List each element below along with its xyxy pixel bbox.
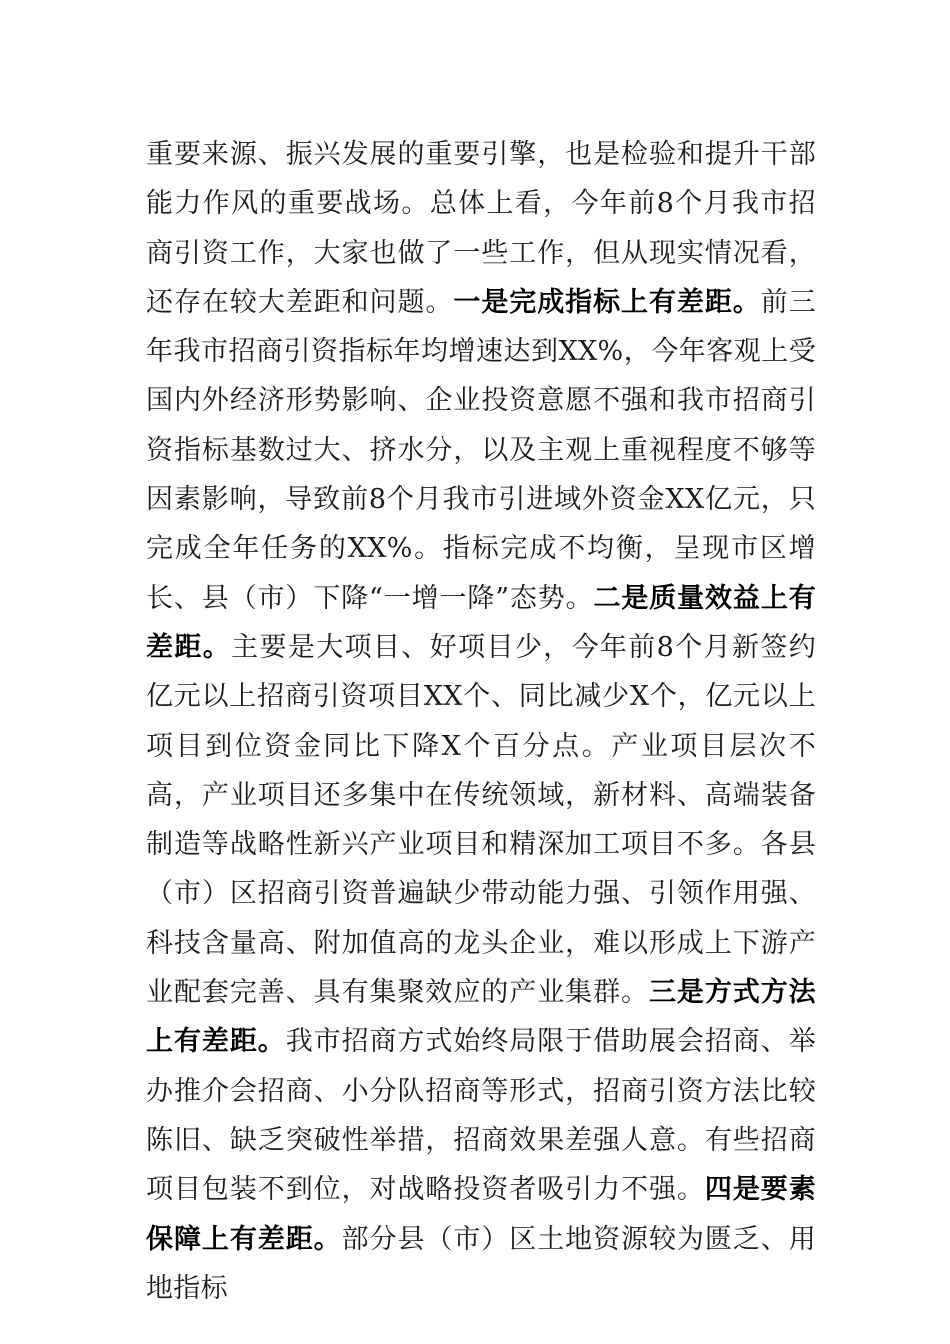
body-paragraph (146, 130, 816, 1313)
point-one-heading: 一是完成指标上有差距。 (453, 286, 761, 318)
point-three-heading: 三是方式方法上有差距。 (146, 977, 816, 1058)
point-two-heading: 二是质量效益上有差距。 (146, 582, 816, 663)
paragraph-text: 我市招商方式始终局限于借助展会招商、举办推介会招商、小分队招商等形式，招商引资方法比较陈旧、缺乏突破性举措，招商效果差强人意。有些招商项目包装不到位，对战略投资者吸引力不强。 (146, 1026, 816, 1206)
paragraph-text: 重要来源、振兴发展的重要引擎，也是检验和提升干部能力作风的重要战场。总体上看，今年前8个月我市招商引资工作，大家也做了一些工作，但从现实情况看，还存在较大差距和问题。 (146, 139, 816, 318)
paragraph-text: 主要是大项目、好项目少，今年前8个月新签约亿元以上招商引资项目XX个、同比减少X个，亿元以上项目到位资金同比下降X个百分点。产业项目层次不高，产业项目还多集中在传统领域，新材料、高端装备制造等战略性新兴产业项目和精深加工项目不多。各县（市）区招商引资普遍缺少带动能力强、引领作用强、科技含量高、附加值高的龙头企业，难以形成上下游产业配套完善、具有集聚效应的产业集群。 (146, 631, 817, 1009)
point-four-heading: 四是要素保障上有差距。 (146, 1174, 817, 1255)
paragraph-text: 部分县（市）区土地资源较为匮乏、用地指标 (146, 1223, 816, 1304)
paragraph-text: 前三年我市招商引资指标年均增速达到XX%，今年客观上受国内外经济形势影响、企业投资意愿不强和我市招商引资指标基数过大、挤水分，以及主观上重视程度不够等因素影响，导致前8个月我市引进域外资金XX亿元，只完成全年任务的XX%。指标完成不均衡，呈现市区增长、县（市）下降“一增一降”态势。 (146, 286, 816, 614)
